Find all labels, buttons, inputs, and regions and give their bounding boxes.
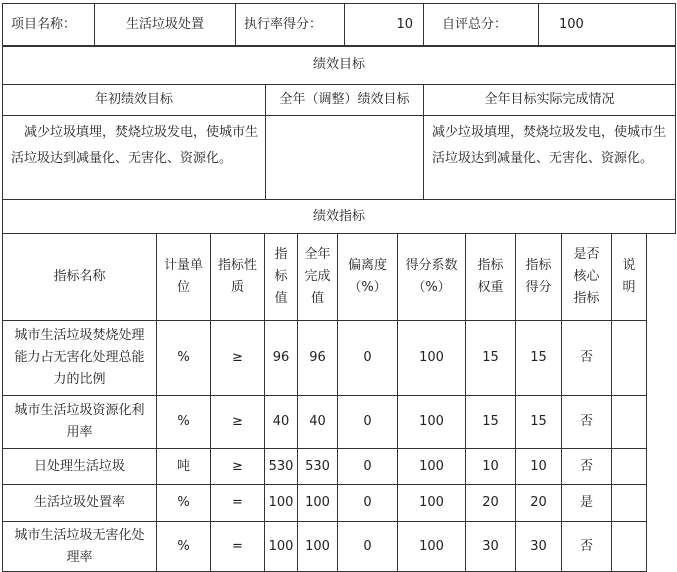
row-coef: 100: [398, 321, 466, 396]
row-unit: %: [157, 396, 211, 449]
header-deviation: 偏离度（%）: [338, 234, 398, 321]
row-nature: ≥: [211, 396, 265, 449]
row-coef: 100: [398, 522, 466, 572]
row-name: 城市生活垃圾无害化处理率: [3, 522, 157, 572]
row-score: 20: [516, 485, 562, 522]
goals-actual-text: 减少垃圾填埋，焚烧垃圾发电，使城市生活垃圾达到减量化、无害化、资源化。: [424, 116, 676, 200]
row-nature: ≥: [211, 449, 265, 485]
goals-section-title: 绩效目标: [3, 46, 676, 85]
row-unit: %: [157, 522, 211, 572]
table-row: [3, 396, 647, 449]
row-unit: %: [157, 485, 211, 522]
table-row: [3, 522, 647, 572]
row-note: [612, 522, 647, 572]
row-nature: ≥: [211, 321, 265, 396]
goals-adjusted-text: [266, 116, 424, 200]
row-actual: 100: [298, 485, 338, 522]
row-actual: 100: [298, 522, 338, 572]
row-score: 30: [516, 522, 562, 572]
header-core: 是否核心指标: [562, 234, 612, 321]
indicators-section-title: 绩效指标: [3, 200, 676, 234]
indicators-table: [2, 233, 647, 572]
self-score-value: 100: [539, 4, 676, 47]
row-core: 是: [562, 485, 612, 522]
row-unit: 吨: [157, 449, 211, 485]
row-name: 生活垃圾处置率: [3, 485, 157, 522]
row-target: 40: [265, 396, 298, 449]
self-score-label: 自评总分：: [424, 4, 539, 47]
row-deviation: 0: [338, 522, 398, 572]
exec-rate-value: 10: [345, 4, 424, 47]
row-weight: 20: [466, 485, 516, 522]
row-name: 日处理生活垃圾: [3, 449, 157, 485]
row-note: [612, 485, 647, 522]
goals-actual-header: 全年目标实际完成情况: [424, 85, 676, 116]
row-actual: 96: [298, 321, 338, 396]
row-actual: 530: [298, 449, 338, 485]
header-target: 指标值: [265, 234, 298, 321]
header-name: 指标名称: [3, 234, 157, 321]
project-name-label: 项目名称：: [3, 4, 95, 47]
row-deviation: 0: [338, 449, 398, 485]
table-row: [3, 485, 647, 522]
exec-rate-label: 执行率得分：: [236, 4, 345, 47]
goals-table: [2, 45, 676, 234]
header-score: 指标得分: [516, 234, 562, 321]
row-actual: 40: [298, 396, 338, 449]
header-note: 说明: [612, 234, 647, 321]
row-target: 100: [265, 485, 298, 522]
row-core: 否: [562, 522, 612, 572]
table-row: [3, 449, 647, 485]
table-row: [3, 321, 647, 396]
row-weight: 15: [466, 396, 516, 449]
row-note: [612, 396, 647, 449]
row-deviation: 0: [338, 321, 398, 396]
row-unit: %: [157, 321, 211, 396]
row-target: 100: [265, 522, 298, 572]
header-actual: 全年完成值: [298, 234, 338, 321]
row-deviation: 0: [338, 396, 398, 449]
header-table: [2, 3, 676, 47]
row-core: 否: [562, 321, 612, 396]
row-score: 10: [516, 449, 562, 485]
row-name: 城市生活垃圾资源化利用率: [3, 396, 157, 449]
row-weight: 30: [466, 522, 516, 572]
row-note: [612, 449, 647, 485]
row-coef: 100: [398, 485, 466, 522]
goals-initial-text: 减少垃圾填埋，焚烧垃圾发电，使城市生活垃圾达到减量化、无害化、资源化。: [3, 116, 266, 200]
indicators-header-row: [3, 234, 647, 321]
project-name-value: 生活垃圾处置: [95, 4, 236, 47]
row-target: 96: [265, 321, 298, 396]
row-deviation: 0: [338, 485, 398, 522]
goals-adjusted-header: 全年（调整）绩效目标: [266, 85, 424, 116]
goals-initial-header: 年初绩效目标: [3, 85, 266, 116]
row-nature: =: [211, 485, 265, 522]
row-score: 15: [516, 396, 562, 449]
header-weight: 指标权重: [466, 234, 516, 321]
row-note: [612, 321, 647, 396]
row-score: 15: [516, 321, 562, 396]
row-core: 否: [562, 449, 612, 485]
row-coef: 100: [398, 449, 466, 485]
row-name: 城市生活垃圾焚烧处理能力占无害化处理总能力的比例: [3, 321, 157, 396]
row-coef: 100: [398, 396, 466, 449]
row-weight: 10: [466, 449, 516, 485]
header-nature: 指标性质: [211, 234, 265, 321]
row-weight: 15: [466, 321, 516, 396]
header-unit: 计量单位: [157, 234, 211, 321]
row-nature: =: [211, 522, 265, 572]
row-target: 530: [265, 449, 298, 485]
header-coef: 得分系数（%）: [398, 234, 466, 321]
row-core: 否: [562, 396, 612, 449]
